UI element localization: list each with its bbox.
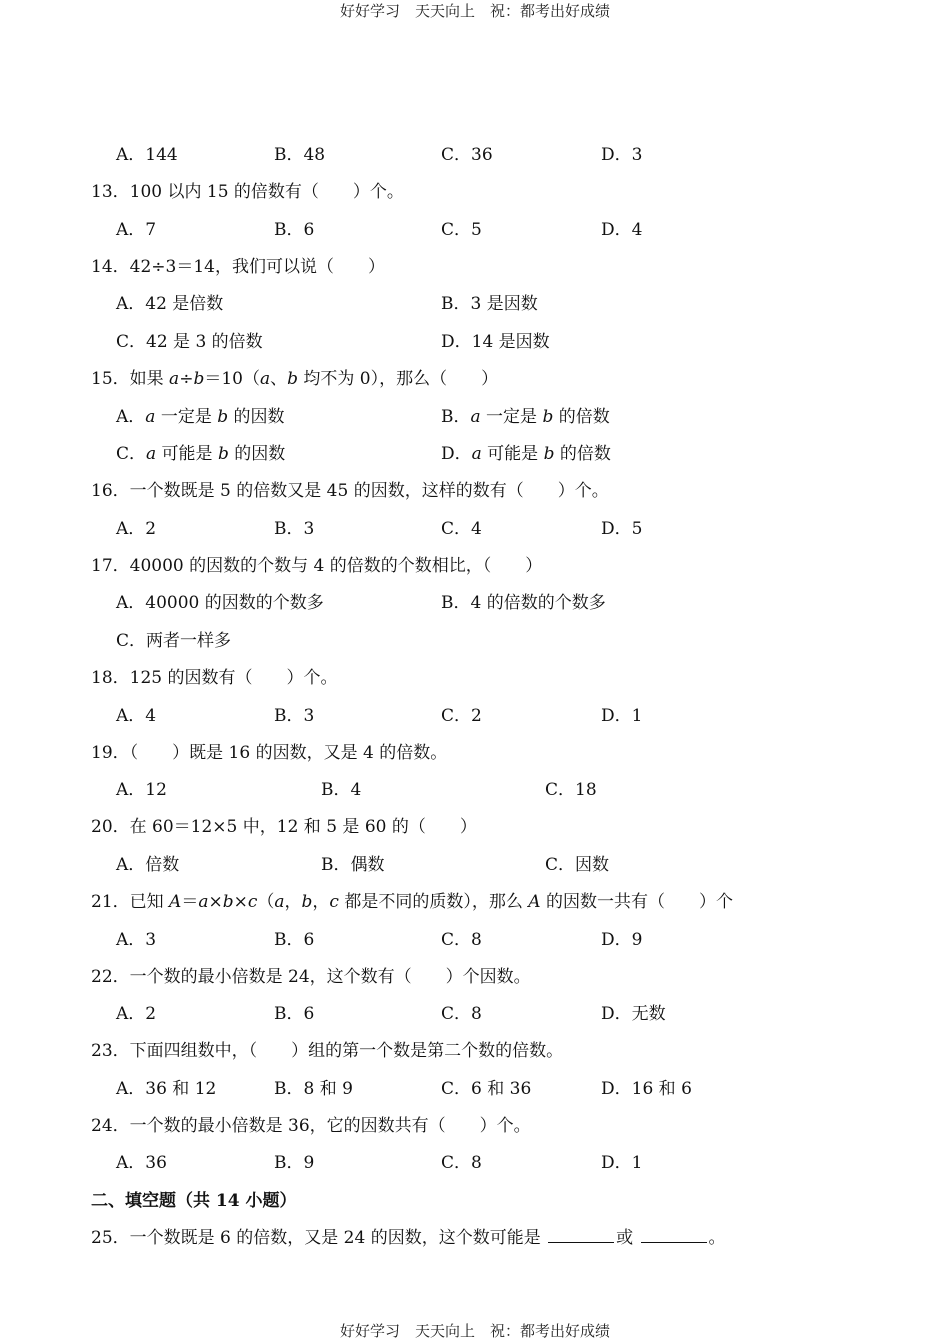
q23-option-d: D．16 和 6 <box>601 1079 692 1099</box>
q12-option-b: B．48 <box>274 145 326 165</box>
q12-option-c: C．36 <box>441 145 493 165</box>
q19-option-b: B．4 <box>321 780 362 800</box>
q22-option-a: A．2 <box>116 1004 157 1024</box>
q14-option-b: B．3 是因数 <box>441 294 538 314</box>
q12-option-a: A．144 <box>116 145 178 165</box>
q13-stem: 13．100 以内 15 的倍数有（ ）个。 <box>91 182 404 202</box>
q24-option-c: C．8 <box>441 1153 482 1173</box>
q19-option-c: C．18 <box>545 780 597 800</box>
q21-option-b: B．6 <box>274 930 315 950</box>
q23-option-c: C．6 和 36 <box>441 1079 532 1099</box>
q20-option-a: A．倍数 <box>116 855 180 875</box>
answer-blank-2[interactable] <box>641 1226 707 1243</box>
page-footer: 好好学习 天天向上 祝：都考出好成绩 <box>339 1322 610 1340</box>
q15-option-b: B．a 一定是 b 的倍数 <box>441 407 610 427</box>
q22-option-b: B．6 <box>274 1004 315 1024</box>
q17-option-c: C．两者一样多 <box>116 631 232 651</box>
q22-option-d: D．无数 <box>601 1004 666 1024</box>
q21-option-c: C．8 <box>441 930 482 950</box>
q15-option-c: C．a 可能是 b 的因数 <box>116 444 286 464</box>
q18-option-b: B．3 <box>274 706 315 726</box>
q18-option-c: C．2 <box>441 706 482 726</box>
q12-option-d: D．3 <box>601 145 643 165</box>
q25-stem: 25．一个数既是 6 的倍数，又是 24 的因数，这个数可能是 或 。 <box>91 1228 726 1248</box>
q18-stem: 18．125 的因数有（ ）个。 <box>91 668 338 688</box>
q13-option-a: A．7 <box>116 220 157 240</box>
q23-option-a: A．36 和 12 <box>116 1079 217 1099</box>
q17-option-a: A．40000 的因数的个数多 <box>116 593 324 613</box>
q21-stem: 21．已知 A＝a×b×c（a，b，c 都是不同的质数），那么 A 的因数一共有（ ）个 <box>91 892 733 912</box>
q23-stem: 23．下面四组数中，（ ）组的第一个数是第二个数的倍数。 <box>91 1041 564 1061</box>
q22-stem: 22．一个数的最小倍数是 24，这个数有（ ）个因数。 <box>91 967 531 987</box>
q19-stem: 19．（ ）既是 16 的因数，又是 4 的倍数。 <box>91 743 448 763</box>
q14-option-c: C．42 是 3 的倍数 <box>116 332 263 352</box>
q15-option-a: A．a 一定是 b 的因数 <box>116 407 285 427</box>
q16-option-d: D．5 <box>601 519 643 539</box>
q17-option-b: B．4 的倍数的个数多 <box>441 593 606 613</box>
q20-option-c: C．因数 <box>545 855 610 875</box>
q13-option-d: D．4 <box>601 220 643 240</box>
q19-option-a: A．12 <box>116 780 167 800</box>
q14-option-d: D．14 是因数 <box>441 332 550 352</box>
q18-option-a: A．4 <box>116 706 157 726</box>
q16-option-b: B．3 <box>274 519 315 539</box>
q20-stem: 20．在 60＝12×5 中，12 和 5 是 60 的（ ） <box>91 817 477 837</box>
q14-stem: 14．42÷3＝14，我们可以说（ ） <box>91 257 385 277</box>
q24-option-a: A．36 <box>116 1153 167 1173</box>
q21-option-a: A．3 <box>116 930 157 950</box>
answer-blank-1[interactable] <box>548 1226 614 1243</box>
q15-option-d: D．a 可能是 b 的倍数 <box>441 444 611 464</box>
q16-stem: 16．一个数既是 5 的倍数又是 45 的因数，这样的数有（ ）个。 <box>91 481 609 501</box>
q20-option-b: B．偶数 <box>321 855 385 875</box>
q13-option-c: C．5 <box>441 220 482 240</box>
q22-option-c: C．8 <box>441 1004 482 1024</box>
q24-option-d: D．1 <box>601 1153 643 1173</box>
page-header: 好好学习 天天向上 祝：都考出好成绩 <box>339 2 610 20</box>
q16-option-c: C．4 <box>441 519 482 539</box>
q24-stem: 24．一个数的最小倍数是 36，它的因数共有（ ）个。 <box>91 1116 531 1136</box>
q23-option-b: B．8 和 9 <box>274 1079 353 1099</box>
section-title: 二、填空题（共 14 小题） <box>91 1191 297 1211</box>
q13-option-b: B．6 <box>274 220 315 240</box>
q17-stem: 17．40000 的因数的个数与 4 的倍数的个数相比，（ ） <box>91 556 543 576</box>
q14-option-a: A．42 是倍数 <box>116 294 224 314</box>
q15-stem: 15．如果 a÷b＝10（a、b 均不为 0），那么（ ） <box>91 369 499 389</box>
q16-option-a: A．2 <box>116 519 157 539</box>
q18-option-d: D．1 <box>601 706 643 726</box>
q24-option-b: B．9 <box>274 1153 315 1173</box>
q21-option-d: D．9 <box>601 930 643 950</box>
